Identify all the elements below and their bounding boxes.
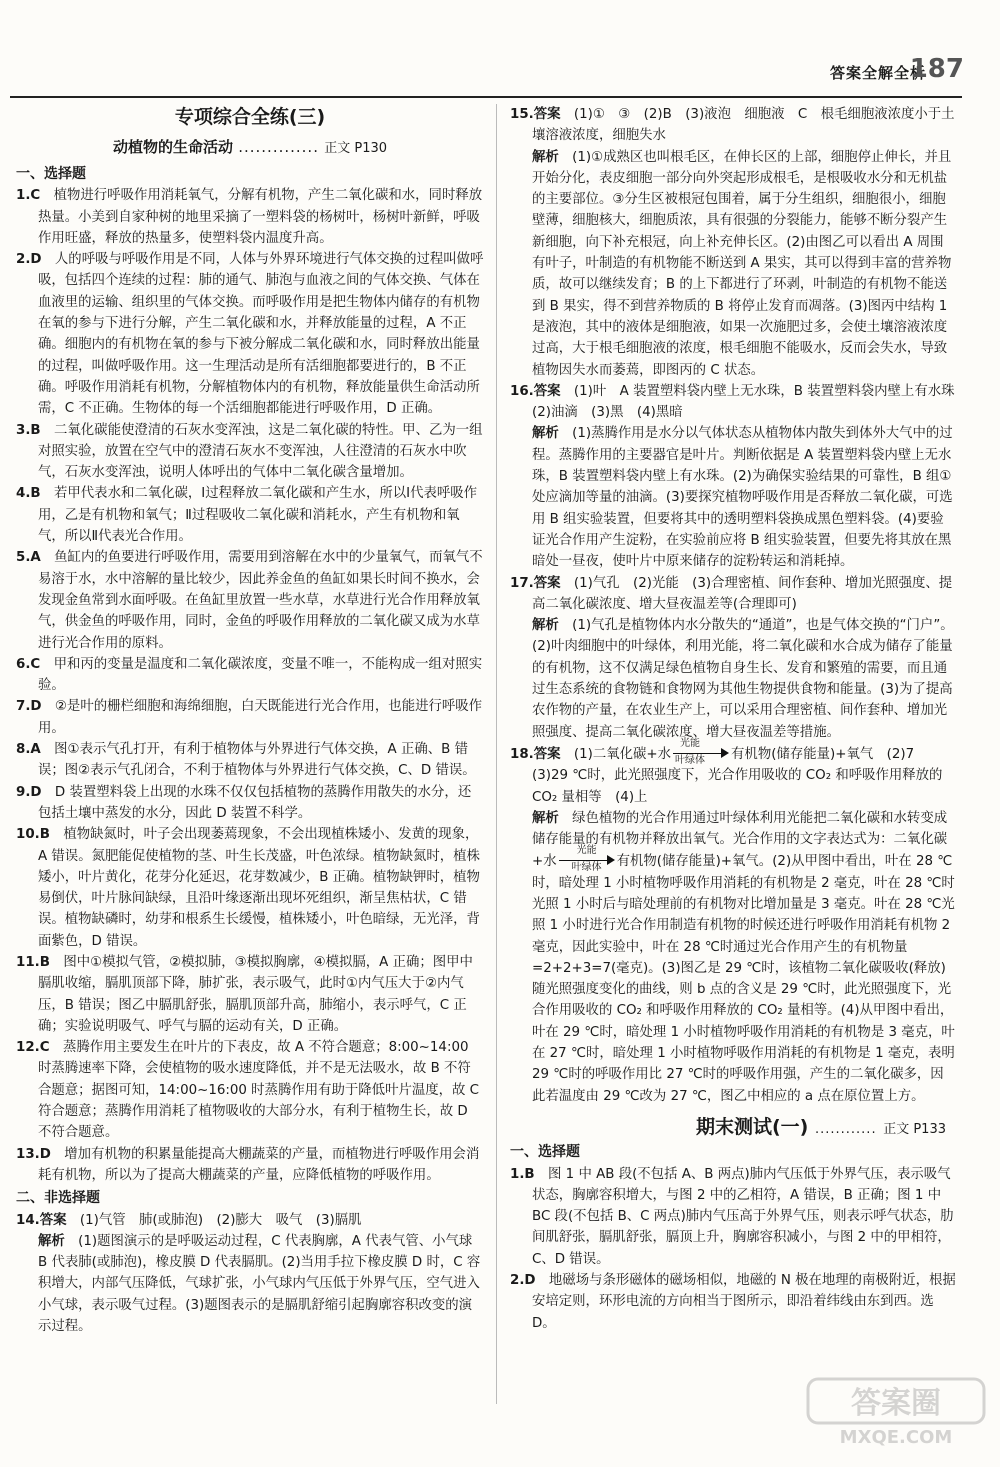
question-number: 17. <box>510 575 534 591</box>
question-number: 2.D <box>510 1273 536 1289</box>
reaction-condition-bottom: 叶绿体 <box>675 754 706 766</box>
section-title: 专项综合全练(三) <box>174 106 326 128</box>
reaction-condition-top: 光能 <box>680 737 701 749</box>
leader-dots: .............. <box>238 138 319 156</box>
question-text: 二氧化碳能使澄清的石灰水变浑浊，这是二氧化碳的特性。甲、乙为一组对照实验，放置在空气中的澄清石灰水不变浑浊，人往澄清的石灰水中吹气，石灰水变浑浊，说明人体呼出的气体中二氧化碳含量增加。 <box>38 422 483 481</box>
question-number: 13.D <box>16 1146 51 1162</box>
answer-label: 答案 <box>533 575 561 591</box>
question-item <box>16 1210 484 1231</box>
analysis-text: (1)①成熟区也叫根毛区，在伸长区的上部，细胞停止伸长，并且开始分化，表皮细胞一部分向外突起形成根毛，是根吸收水分和无机盐的主要部位。③分生区被根冠包围着，属于分生组织，细胞很小，细胞壁薄，细胞核大，细胞质浓，具有很强的分裂能力，能够不断分裂产生新细胞，向下补充根冠，向上补充伸长区。(2)由图乙可以看出 A 周围有叶子，叶制造的有机物能不断送到 A 果实，其可以得到丰富的营养物质，故可以继续发育；B 的上下都进行了环剥，叶制造的有机物不能送到 B 果实，得不到营养物质的 B 将停止发育而凋落。(3)图丙中结构 1 是液泡，其中的液体是细胞液，如果一次施肥过多，会使土壤溶液浓度过高，大于根毛细胞液的浓度，根毛细胞不能吸水，反而会失水，导致植物因失水而萎蔫，即图丙的 C 状态。 <box>532 149 952 378</box>
question-text: 植物进行呼吸作用消耗氧气，分解有机物，产生二氧化碳和水，同时释放热量。小美到自家种树的地里采摘了一塑料袋的杨树叶，杨树叶新鲜，呼吸作用旺盛，释放的热量多，使塑料袋内温度升高。 <box>38 188 483 246</box>
exam-title-text: 期末测试(一) <box>695 1115 809 1138</box>
part-heading-choice: 一、选择题 <box>16 166 86 182</box>
question-item <box>16 782 484 825</box>
question-item <box>16 1037 484 1143</box>
exam-section-title <box>510 1117 956 1140</box>
question-text: 植物缺氮时，叶子会出现萎蔫现象，不会出现植株矮小、发黄的现象，A 错误。氮肥能促使植物的茎、叶生长茂盛，叶色浓绿。植物缺氮时，植株矮小，叶片黄化，花芽分化延迟，花芽数减少，B 正确。植物缺钾时，植物易倒伏，叶片脉间缺绿，且沿叶缘逐渐出现坏死组织，渐呈焦枯状，C 错误。植物缺磷时，幼芽和根系生长缓慢，植株矮小，叶色暗绿，无光泽，背面紫色，D 错误。 <box>38 827 480 949</box>
analysis-paragraph <box>16 1231 484 1337</box>
question-item <box>16 952 484 1037</box>
page-reference: 正文 P130 <box>324 141 388 156</box>
question-text: 人的呼吸与呼吸作用是不同，人体与外界环境进行气体交换的过程叫做呼吸，包括四个连续的过程：肺的通气、肺泡与血液之间的气体交换、气体在血液里的运输、组织里的气体交换。而呼吸作用是把生物体内储存的有机物在氧的参与下进行分解，产生二氧化碳和水，并释放能量的过程，A 不正确。细胞内的有机物在氧的参与下被分解成二氧化碳和水，同时释放出能量的过程，叫做呼吸作用。这一生理活动是所有活细胞都要进行的，B 不正确。呼吸作用消耗有机物，分解植物体内的有机物，释放能量供生命活动所需，C 不正确。生物体的每一个活细胞都能进行呼吸作用，D 正确。 <box>38 252 484 417</box>
question-number: 8.A <box>16 742 41 758</box>
question-text: 地磁场与条形磁体的磁场相似，地磁的 N 极在地理的南极附近，根据安培定则，环形电流的方向相当于图所示，即沿着纬线由东到西。选 D。 <box>532 1273 956 1331</box>
answer-text-start: (1)二氧化碳+水 <box>573 746 672 762</box>
question-item <box>16 824 484 952</box>
left-column <box>16 104 484 1337</box>
question-number: 10.B <box>16 827 50 843</box>
analysis-label: 解析 <box>532 618 559 634</box>
question-item <box>16 654 484 697</box>
question-item <box>16 739 484 782</box>
question-item <box>510 381 968 424</box>
answer-continuation: (3)29 ℃时，此光照强度下，光合作用吸收的 CO₂ 和呼吸作用释放的 CO₂ 量相等 (4)上 <box>532 768 943 805</box>
header-label: 答案全解全析 <box>829 64 926 82</box>
question-text: 增加有机物的积累量能提高大棚蔬菜的产量，而植物进行呼吸作用会消耗有机物，所以为了提高大棚蔬菜的产量，应降低植物的呼吸作用。 <box>38 1146 480 1183</box>
question-text: 甲和丙的变量是温度和二氧化碳浓度，变量不唯一，不能构成一组对照实验。 <box>38 656 483 694</box>
question-item <box>16 483 484 547</box>
question-text: 鱼缸内的鱼要进行呼吸作用，需要用到溶解在水中的少量氧气，而氧气不易溶于水，水中溶解的量比较少，因此养金鱼的鱼缸如果长时间不换水，会发现金鱼常到水面呼吸。在鱼缸里放置一些水草，水草进行光合作用释放氧气，供金鱼的呼吸作用，同时，金鱼的呼吸作用释放的二氧化碳又成为水草进行光合作用的原料。 <box>38 550 483 651</box>
column-divider <box>496 104 497 1404</box>
question-number: 12.C <box>16 1040 50 1056</box>
question-number: 14. <box>16 1212 40 1228</box>
answer-label: 答案 <box>39 1212 67 1228</box>
question-item <box>510 573 956 616</box>
question-text: 图①表示气孔打开，有利于植物体与外界进行气体交换，A 正确、B 错误；图②表示气孔闭合，不利于植物体与外界进行气体交换，C、D 错误。 <box>38 742 476 779</box>
analysis-text-end: 有机物(储存能量)+氧气。(2)从甲图中看出，叶在 28 ℃时，暗处理 1 小时植物呼吸作用消耗的有机物是 2 毫克，叶在 28 ℃时光照 1 小时后与暗处理前的有机物对比增加量是 3 毫克。叶在 28 ℃光照 1 小时进行光合作用制造有机物的时候还进行呼吸作用消耗有机物 2 毫克，因此实验中，叶在 28 ℃时通过光合作用产生的有机物量=2+2+3=7(毫克)。(3)图乙是 29 ℃时，该植物二氧化碳吸收(释放)随光照强度变化的曲线，则 b 点的含义是 29 ℃时，此光照强度下，光合作用吸收的 CO₂ 和呼吸作用释放的 CO₂ 量相等。(4)从甲图中看出，叶在 29 ℃时，暗处理 1 小时植物呼吸作用消耗的有机物是 3 毫克，叶在 27 ℃时，暗处理 1 小时植物呼吸作用消耗的有机物是 1 毫克，表明 29 ℃时的呼吸作用比 27 ℃时的呼吸作用强，产生的二氧化碳多，因此若温度由 29 ℃改为 27 ℃，图乙中相应的 a 点在原位置上方。 <box>532 854 955 1104</box>
reaction-condition-bottom: 叶绿体 <box>571 862 602 874</box>
answer-label: 答案 <box>533 107 561 122</box>
analysis-paragraph <box>510 808 956 1107</box>
question-number: 1.B <box>510 1166 535 1182</box>
question-number: 5.A <box>16 550 41 566</box>
analysis-label: 解析 <box>38 1233 65 1249</box>
part-heading-nonchoice: 二、非选择题 <box>16 1190 100 1207</box>
analysis-paragraph <box>510 147 956 381</box>
analysis-paragraph <box>510 615 956 743</box>
question-number: 16. <box>510 383 534 399</box>
reaction-condition-top: 光能 <box>576 845 597 857</box>
answer-label: 答案 <box>533 746 561 762</box>
question-text: 图中①模拟气管，②模拟肺，③模拟胸廓，④模拟膈，A 正确；图甲中膈肌收缩，膈肌顶部下降，肺扩张，表示吸气，此时①内气压大于②内气压，B 错误；图乙中膈肌舒张，膈肌顶部升高，肺缩小，表示呼气，C 正确；实验说明吸气、呼气与膈的运动有关，D 正确。 <box>38 954 473 1034</box>
page-number: 187 <box>909 54 964 84</box>
analysis-label: 解析 <box>532 149 559 165</box>
question-text: 图 1 中 AB 段(不包括 A、B 两点)肺内气压低于外界气压，表示吸气状态，胸廓容积增大，与图 2 中的乙相符，A 错误，B 正确；图 1 中 BC 段(不包括 B、C 两点)肺内气压高于外界气压，则表示呼气状态，肋间肌舒张，膈肌舒张，膈顶上升，胸廓容积减小，与图 2 中的甲相符，C、D 错误。 <box>532 1166 954 1267</box>
question-item <box>16 420 484 484</box>
analysis-paragraph <box>510 423 956 572</box>
analysis-text: (1)蒸腾作用是水分以气体状态从植物体内散失到体外大气中的过程。蒸腾作用的主要器官是叶片。判断依据是 A 装置塑料袋内壁上无水珠，B 装置塑料袋内壁上有水珠。(2)为确保实验结果的可靠性，B 组①处应滴加等量的油滴。(3)要探究植物呼吸作用是否释放二氧化碳，可选用 B 组实验装置，但要将其中的透明塑料袋换成黑色塑料袋。(4)要验证光合作用产生淀粉，在实验前应将 B 组实验装置，但要先将其放在黑暗处一昼夜，使叶片中原来储存的淀粉转运和消耗掉。 <box>532 426 953 570</box>
answer-text: (1)气孔 (2)光能 (3)合理密植、间作套种、增加光照强度、提高二氧化碳浓度、增大昼夜温差等(合理即可) <box>532 575 953 612</box>
analysis-text: (1)气孔是植物体内水分散失的“通道”，也是气体交换的“门户”。(2)叶肉细胞中的叶绿体，利用光能，将二氧化碳和水合成为储存了能量的有机物，这不仅满足绿色植物自身生长、发育和繁殖的需要，而且通过生态系统的食物链和食物网为其他生物提供食物和能量。(3)为了提高农作物的产量，在农业生产上，可以采用合理密植、间作套种、增加光照强度、提高二氧化碳浓度、增大昼夜温差等措施。 <box>532 618 954 740</box>
arrow-line <box>673 753 723 754</box>
question-number: 1.C <box>16 188 41 204</box>
question-item <box>16 185 484 249</box>
question-text: 蒸腾作用主要发生在叶片的下表皮，故 A 不符合题意；8:00~14:00 时蒸腾速率下降，会使植物的吸水速度降低，并不是无法吸水，故 B 不符合题意；据图可知，14:00~16:00 时蒸腾作用有助于降低叶片温度，故 C 符合题意；蒸腾作用消耗了植物吸收的大部分水，有利于植物生长，故 D 不符合题意。 <box>38 1040 480 1141</box>
question-item <box>510 1270 956 1334</box>
header-rule <box>10 96 962 98</box>
question-item <box>510 1164 956 1270</box>
part-heading-choice: 一、选择题 <box>510 1144 580 1161</box>
reaction-arrow <box>673 737 729 766</box>
question-item <box>16 1144 484 1187</box>
question-text: D 装置塑料袋上出现的水珠不仅仅包括植物的蒸腾作用散失的水分，还包括土壤中蒸发的水分，因此 D 装置不科学。 <box>38 784 472 821</box>
question-item <box>510 737 956 766</box>
question-number: 3.B <box>16 422 41 438</box>
question-number: 7.D <box>16 699 42 715</box>
analysis-label: 解析 <box>532 810 559 826</box>
answer-label: 答案 <box>533 383 561 399</box>
answer-text: (1)① ③ (2)B (3)液泡 细胞液 C 根毛细胞液浓度小于土壤溶液浓度，细胞失水 <box>532 107 955 144</box>
watermark-logo <box>806 1377 986 1449</box>
answer-text-end: 有机物(储存能量)+氧气 (2)7 <box>731 746 915 762</box>
question-item <box>16 249 484 419</box>
watermark-url: MXQE.COM <box>839 1427 953 1448</box>
right-column <box>510 104 968 1334</box>
question-number: 4.B <box>16 486 41 502</box>
analysis-text: (1)题图演示的是呼吸运动过程，C 代表胸廓，A 代表气管、小气球 B 代表肺(或肺泡)，橡皮膜 D 代表膈肌。(2)当用手拉下橡皮膜 D 时，C 容积增大，内部气压降低，气球扩张，小气球内气压低于外界气压，空气进入小气球，表示吸气过程。(3)题图表示的是膈肌舒缩引起胸廓容积改变的演示过程。 <box>38 1233 481 1335</box>
analysis-label: 解析 <box>532 426 559 442</box>
question-item <box>16 547 484 653</box>
question-number: 18. <box>510 746 534 762</box>
answer-text: (1)叶 A 装置塑料袋内壁上无水珠，B 装置塑料袋内壁上有水珠 (2)油滴 (3)黑 (4)黑暗 <box>532 383 968 421</box>
answer-text: (1)气管 肺(或肺泡) (2)膨大 吸气 (3)膈肌 <box>79 1212 362 1228</box>
page-reference: 正文 P133 <box>883 1121 946 1137</box>
question-number: 9.D <box>16 784 42 800</box>
watermark-text: 答案圈 <box>851 1386 941 1421</box>
subtitle-text: 动植物的生命活动 <box>112 138 233 156</box>
question-text: ②是叶的栅栏细胞和海绵细胞，白天既能进行光合作用，也能进行呼吸作用。 <box>38 699 483 736</box>
question-item <box>510 104 956 147</box>
question-number: 11.B <box>16 954 50 970</box>
reaction-arrow <box>559 845 615 874</box>
question-number: 6.C <box>16 656 41 672</box>
question-item <box>16 696 484 739</box>
question-text: 若甲代表水和二氧化碳，Ⅰ过程释放二氧化碳和产生水，所以Ⅰ代表呼吸作用，乙是有机物和氧气；Ⅱ过程吸收二氧化碳和消耗水，产生有机物和氧气，所以Ⅱ代表光合作用。 <box>38 486 478 545</box>
question-number: 15. <box>510 107 534 122</box>
analysis-text-start: 绿色植物的光合作用通过叶绿体利用光能把二氧化碳和水转变成储存能量的有机物并释放出氧气。光合作用的文字表达式为：二氧化碳+水 <box>532 810 948 870</box>
section-subtitle <box>16 136 484 160</box>
question-number: 2.D <box>16 252 42 268</box>
leader-dots: ............ <box>814 1121 877 1137</box>
